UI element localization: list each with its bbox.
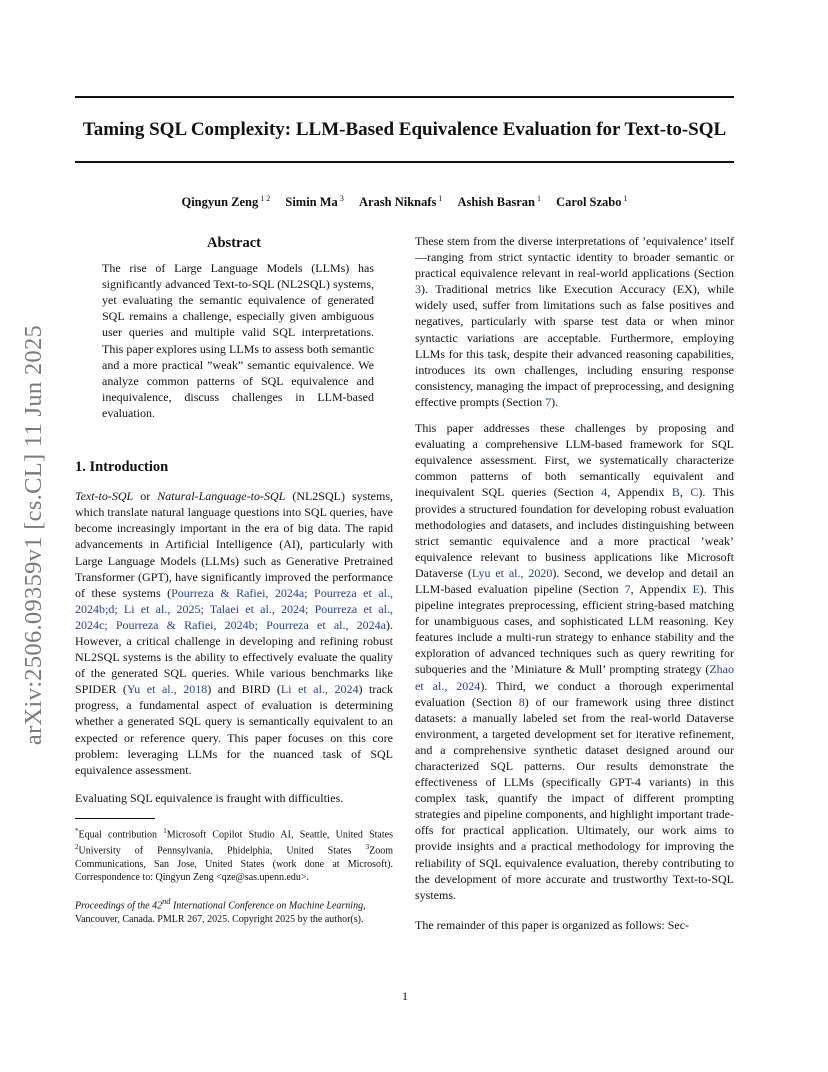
- intro-paragraph-3: [415, 233, 734, 410]
- text-run: ) and BIRD (: [207, 682, 281, 697]
- footnote-mark: 2: [75, 843, 79, 852]
- intro-paragraph-4: [415, 420, 734, 903]
- term-nl2sql: Natural-Language-to-SQL: [157, 489, 286, 504]
- text-run: ). Third, we conduct a thorough experimental evaluation (Section: [415, 678, 734, 709]
- text-run: International Conference on Machine Learning: [170, 900, 364, 912]
- ordinal-suffix: nd: [162, 897, 171, 907]
- footnote-rule: [75, 818, 155, 819]
- intro-paragraph-5: The remainder of this paper is organized as follows: Sec-: [415, 917, 690, 932]
- text-run: This paper addresses these challenges by proposing and evaluating a comprehensive LLM-based framework for SQL equivalence assessment. First, we systematically characterize common patterns of both semantically equivalent and inequivalent SQL queries (Section: [415, 421, 734, 500]
- text-run: Equal contribution: [78, 829, 164, 841]
- author-name: Simin Ma: [285, 195, 338, 210]
- section-ref-link[interactable]: 7: [545, 394, 552, 409]
- text-run: Proceedings of the 42: [75, 900, 163, 912]
- author-name: Ashish Basran: [457, 195, 535, 210]
- author-affiliation: 1: [536, 194, 541, 203]
- title-rule-top: [75, 96, 734, 98]
- author: [556, 195, 627, 209]
- author-affiliation: 1: [438, 194, 443, 203]
- section-heading-introduction: 1. Introduction: [75, 459, 169, 476]
- text-run: ) track progress, a fundamental aspect of evaluation is determining whether a generated SQL query is semantically equivalent to an expected or reference query. This paper focuses on this core problem: leveraging LLMs for the nuanced task of SQL equivalence assessment.: [75, 682, 394, 777]
- citation-link[interactable]: Zhao et al., 2024: [415, 662, 734, 693]
- appendix-ref-link[interactable]: C: [690, 485, 699, 500]
- footnote-mark: 3: [365, 843, 370, 852]
- citation-link[interactable]: Yu et al., 2018: [126, 682, 208, 697]
- intro-paragraph-2: Evaluating SQL equivalence is fraught with difficulties.: [75, 790, 344, 805]
- citation-link[interactable]: Lyu et al., 2020: [471, 565, 553, 580]
- text-run: ). Second, we develop and detail an LLM-based evaluation pipeline (Section: [415, 565, 734, 596]
- author: [285, 195, 343, 209]
- left-column: [75, 233, 393, 926]
- author: [359, 195, 442, 209]
- proceedings-note: [75, 895, 393, 926]
- section-ref-link[interactable]: 7: [624, 581, 631, 596]
- paper-title: Taming SQL Complexity: LLM-Based Equivalence Evaluation for Text-to-SQL: [82, 119, 727, 140]
- text-run: ). This provides a structured foundation for developing robust evaluation methodologies and datasets, and includes distinguishing between strict semantic equivalence and a more practical ’weak’ equivalence relevant to business applications like Microsoft Dataverse (: [415, 485, 735, 580]
- section-ref-link[interactable]: 3: [415, 282, 421, 297]
- text-run: These stem from the diverse interpretations of ’equivalence’ itself—ranging from strict syntactic identity to broader semantic or practical equivalence relevant in real-world applications (Section: [415, 234, 734, 281]
- text-run: University of Pennsylvania, Phidelphia, United States: [78, 845, 366, 857]
- text-run: ). This pipeline integrates preprocessing, efficient string-based matching for unambiguous cases, and sophisticated LLM reasoning. Key features include a multi-run strategy to enhance stability and the exploration of advanced techniques such as query rewriting for subqueries and the ’Miniature & Mull’ prompting strategy (: [415, 581, 734, 677]
- arxiv-identifier-text: arXiv:2506.09359v1 [cs.CL] 11 Jun 2025: [20, 324, 47, 746]
- author-affiliation: 1 2: [260, 194, 271, 203]
- appendix-ref-link[interactable]: B: [671, 485, 680, 500]
- page-number: 1: [402, 989, 408, 1003]
- text-run: ). However, a critical challenge in developing and refining robust NL2SQL systems is the ability to effectively evaluate the quality of the generated SQL queries. While various benchmarks like SPIDER (: [75, 617, 393, 697]
- affiliation-footnote: [75, 825, 393, 884]
- abstract-body: The rise of Large Language Models (LLMs) has significantly advanced Text-to-SQL (NL2SQL) systems, yet evaluating the semantic equivalence of generated SQL remains a challenge, especially given ambiguous user queries and multiple valid SQL interpretations. This paper explores using LLMs to assess both semantic and a more practical ”weak” semantic equivalence. We analyze common patterns of SQL equivalence and inequivalence, discuss challenges in LLM-based evaluation.: [102, 261, 374, 420]
- text-run: , Appendix: [630, 581, 693, 596]
- title-rule-bottom: [75, 161, 734, 163]
- term-text-to-sql: Text-to-SQL: [75, 489, 134, 504]
- text-run: , Vancouver, Canada. PMLR 267, 2025. Copyright 2025 by the author(s).: [75, 900, 366, 925]
- author-name: Carol Szabo: [556, 195, 622, 210]
- intro-paragraph-1: [75, 488, 393, 778]
- author-name: Arash Niknafs: [358, 195, 437, 210]
- author-affiliation: 3: [339, 194, 344, 203]
- section-ref-link[interactable]: 4: [601, 485, 608, 500]
- text-run: , Appendix: [607, 485, 672, 500]
- appendix-ref-link[interactable]: E: [692, 581, 700, 596]
- citation-link[interactable]: Pourreza & Rafiei, 2024a; Pourreza et al., 2024b;d; Li et al., 2025; Talaei et al., 2024; Pourreza et al., 2024c; Pourreza & Rafiei, 2024b; Pourreza et al., 2024a: [75, 585, 393, 632]
- abstract-heading: Abstract: [207, 235, 261, 251]
- section-ref-link[interactable]: 8: [518, 694, 525, 709]
- text-run: (NL2SQL) systems, which translate natural language questions into SQL queries, have become increasingly important in the era of big data. The rapid advancements in Artificial Intelligence (AI), particularly with Large Language Models (LLMs) such as Generative Pretrained Transformer (GPT), have significantly improved the performance of these systems (: [75, 489, 393, 600]
- text-run: or: [133, 489, 158, 504]
- text-run: Zoom Communications, San Jose, United States (work done at Microsoft). Correspondence to: Qingyun Zeng <qze@sas.upenn.edu>.: [75, 845, 393, 884]
- author: [181, 195, 270, 209]
- author-name: Qingyun Zeng: [181, 195, 259, 210]
- text-run: ,: [679, 485, 691, 500]
- text-run: ) of our framework using three distinct datasets: a manually labeled set from the real-world Dataverse environment, a targeted development set for iterative refinement, and a comprehensive synthetic dataset designed around our characterized SQL patterns. Our results demonstrate the effectiveness of LLMs (specifically GPT-4 variants) in this complex task, quantify the impact of different prompting strategies and pipeline components, and highlight important trade-offs for practical application. Ultimately, our work aims to provide insights and a practical methodology for improving the reliability of SQL equivalence evaluation, thereby contributing to the development of more accurate and trustworthy Text-to-SQL systems.: [415, 694, 734, 902]
- text-run: ).: [551, 394, 559, 409]
- author-list: [75, 190, 734, 211]
- footnote-mark: 1: [163, 826, 167, 835]
- footnote-mark: *: [75, 826, 79, 835]
- author-affiliation: 1: [623, 194, 628, 203]
- citation-link[interactable]: Li et al., 2024: [280, 682, 359, 697]
- right-column: [415, 233, 734, 933]
- arxiv-identifier-stamp: [14, 300, 54, 770]
- text-run: ). Traditional metrics like Execution Accuracy (EX), while widely used, suffer from limitations such as false positives and negatives, particularly with sparse test data or when minor syntactic variations are acceptable. Furthermore, employing LLMs for this task, despite their advanced reasoning capabilities, introduces its own challenges, including ensuring response consistency, managing the impact of preprocessing, and designing effective prompts (Section: [415, 282, 734, 409]
- author: [458, 195, 541, 209]
- text-run: Microsoft Copilot Studio AI, Seattle, United States: [166, 829, 393, 841]
